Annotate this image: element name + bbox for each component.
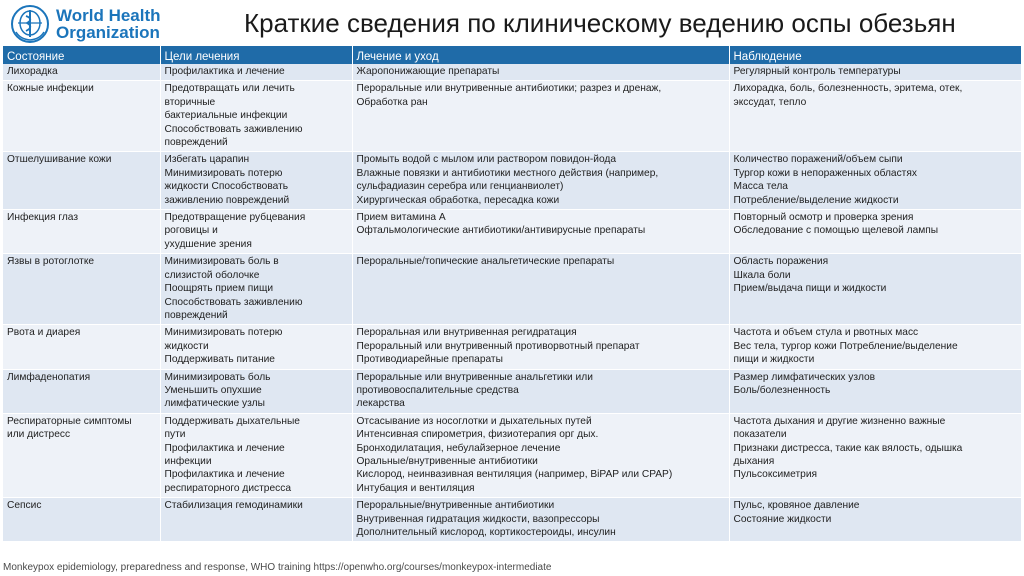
treatment-text-line: Пероральные или внутривенные анальгетики или [356, 371, 593, 383]
monitoring-text-line: Пульс, кровяное давление [733, 500, 860, 512]
treatment-text-line: Промыть водой с мылом или раствором повидон-йода [356, 154, 616, 166]
monitoring-text-line: показатели [733, 429, 787, 441]
header-goals: Цели лечения [160, 46, 352, 64]
goals-text-line: пути [164, 429, 186, 441]
cell-treatment [352, 325, 729, 369]
cell-goals [160, 210, 352, 254]
monitoring-text-line: Вес тела, тургор кожи Потребление/выделение [733, 340, 958, 352]
goals-text-line: Поддерживать дыхательные [164, 415, 300, 427]
goals-text-line: Профилактика и лечение [164, 66, 285, 77]
logo-line-1: World Health [56, 6, 161, 25]
goals-text-line: заживлению повреждений [164, 194, 290, 206]
goals-text-line: Минимизировать потерю [164, 167, 283, 179]
table-row [3, 81, 1021, 152]
goals-text-line: Профилактика и лечение [164, 469, 285, 481]
monitoring-text-line: Размер лимфатических узлов [733, 371, 876, 383]
table-row [3, 325, 1021, 369]
treatment-text-line: Отсасывание из носоглотки и дыхательных путей [356, 415, 592, 427]
header-condition: Состояние [3, 46, 160, 64]
cell-goals [160, 81, 352, 152]
treatment-text-line: Оральные/внутривенные антибиотики [356, 455, 538, 467]
monitoring-text-line: Боль/болезненность [733, 384, 831, 396]
table-header-row [3, 46, 1021, 64]
goals-text-line: Минимизировать потерю [164, 327, 283, 339]
who-logo [10, 3, 220, 45]
treatment-text-line: сульфадиазин серебра или генцианвиолет) [356, 181, 564, 193]
goals-text-line: бактериальные инфекции [164, 110, 288, 122]
goals-text-line: жидкости Способствовать [164, 181, 289, 193]
goals-text-line: Способствовать заживлению [164, 123, 303, 135]
treatment-text-line: Офтальмологические антибиотики/антивирусные препараты [356, 225, 646, 237]
cell-goals [160, 369, 352, 413]
treatment-text-line: Бронходилатация, небулайзерное лечение [356, 442, 561, 454]
goals-text-line: слизистой оболочке [164, 269, 260, 281]
cell-condition [3, 413, 160, 497]
treatment-text-line: Интубация и вентиляция [356, 482, 475, 494]
goals-text-line: Стабилизация гемодинамики [164, 500, 303, 512]
table-row [3, 254, 1021, 325]
who-wordmark [56, 7, 161, 41]
goals-text-line: инфекции [164, 455, 212, 467]
monitoring-text-line: Область поражения [733, 256, 829, 268]
cell-monitoring [729, 152, 1021, 210]
treatment-text-line: Пероральный или внутривенный противорвотный препарат [356, 340, 640, 352]
table-row [3, 498, 1021, 542]
header-monitoring: Наблюдение [729, 46, 1021, 64]
who-emblem-icon [10, 4, 50, 44]
cell-monitoring [729, 369, 1021, 413]
goals-text-line: Минимизировать боль [164, 371, 271, 383]
cell-monitoring [729, 81, 1021, 152]
monitoring-text-line: Обследование с помощью щелевой лампы [733, 225, 939, 237]
condition-text-line: Лихорадка [7, 66, 58, 77]
cell-monitoring [729, 498, 1021, 542]
goals-text-line: жидкости [164, 340, 209, 352]
table-row [3, 152, 1021, 210]
goals-text-line: Избегать царапин [164, 154, 250, 166]
monitoring-text-line: Масса тела [733, 181, 788, 193]
condition-text-line: Респираторные симптомы [7, 415, 132, 427]
cell-condition [3, 81, 160, 152]
cell-monitoring [729, 413, 1021, 497]
cell-condition [3, 210, 160, 254]
goals-text-line: повреждений [164, 309, 228, 321]
goals-text-line: Предотвращение рубцевания [164, 212, 306, 224]
treatment-text-line: Пероральные/топические анальгетические препараты [356, 256, 615, 268]
condition-text-line: Отшелушивание кожи [7, 154, 112, 166]
treatment-text-line: Интенсивная спирометрия, физиотерапия орг дых. [356, 429, 599, 441]
table-row [3, 64, 1021, 81]
treatment-text-line: Обработка ран [356, 96, 428, 108]
treatment-text-line: Влажные повязки и антибиотики местного действия (например, [356, 167, 659, 179]
cell-treatment [352, 498, 729, 542]
table-row [3, 210, 1021, 254]
table-row [3, 413, 1021, 497]
cell-treatment [352, 413, 729, 497]
treatment-text-line: Пероральная или внутривенная регидратация [356, 327, 577, 339]
page-number: 45 [1002, 557, 1015, 569]
footer-source: Monkeypox epidemiology, preparedness and response, WHO training https://openwho.org/courses/monkeypox-intermediate [3, 562, 552, 573]
condition-text-line: Язвы в ротоглотке [7, 256, 95, 268]
cell-goals [160, 64, 352, 81]
goals-text-line: Предотвращать или лечить [164, 83, 295, 95]
goals-text-line: Профилактика и лечение [164, 442, 285, 454]
condition-text-line: Рвота и диарея [7, 327, 81, 339]
treatment-text-line: Кислород, неинвазивная вентиляция (например, BiPAP или CPAP) [356, 469, 673, 481]
table-row [3, 369, 1021, 413]
clinical-management-table [3, 46, 1022, 542]
treatment-text-line: Пероральные или внутривенные антибиотики; разрез и дренаж, [356, 83, 662, 95]
cell-goals [160, 152, 352, 210]
monitoring-text-line: Тургор кожи в непораженных областях [733, 167, 917, 179]
cell-monitoring [729, 210, 1021, 254]
treatment-text-line: Жаропонижающие препараты [356, 66, 500, 77]
treatment-text-line: Внутривенная гидратация жидкости, вазопрессоры [356, 513, 600, 525]
treatment-text-line: противовоспалительные средства [356, 384, 519, 396]
monitoring-text-line: Потребление/выделение жидкости [733, 194, 899, 206]
cell-condition [3, 254, 160, 325]
cell-monitoring [729, 325, 1021, 369]
monitoring-text-line: Регулярный контроль температуры [733, 66, 901, 77]
cell-goals [160, 413, 352, 497]
goals-text-line: повреждений [164, 137, 228, 149]
cell-condition [3, 498, 160, 542]
condition-text-line: Кожные инфекции [7, 83, 94, 95]
header-treatment: Лечение и уход [352, 46, 729, 64]
goals-text-line: Способствовать заживлению [164, 296, 303, 308]
monitoring-text-line: Состояние жидкости [733, 513, 832, 525]
cell-goals [160, 325, 352, 369]
treatment-text-line: Пероральные/внутривенные антибиотики [356, 500, 555, 512]
treatment-text-line: Дополнительный кислород, кортикостероиды, инсулин [356, 527, 616, 538]
cell-treatment [352, 152, 729, 210]
monitoring-text-line: Шкала боли [733, 269, 791, 281]
cell-condition [3, 152, 160, 210]
cell-treatment [352, 369, 729, 413]
logo-line-2: Organization [56, 23, 160, 42]
goals-text-line: Поощрять прием пищи [164, 283, 274, 295]
goals-text-line: лимфатические узлы [164, 398, 265, 410]
condition-text-line: Сепсис [7, 500, 42, 512]
monitoring-text-line: Частота дыхания и другие жизненно важные [733, 415, 946, 427]
goals-text-line: вторичные [164, 96, 216, 108]
cell-condition [3, 64, 160, 81]
cell-treatment [352, 81, 729, 152]
monitoring-text-line: экссудат, тепло [733, 96, 807, 108]
monitoring-text-line: дыхания [733, 455, 775, 467]
treatment-text-line: Хирургическая обработка, пересадка кожи [356, 194, 560, 206]
cell-treatment [352, 254, 729, 325]
cell-treatment [352, 64, 729, 81]
treatment-text-line: Противодиарейные препараты [356, 354, 503, 366]
goals-text-line: респираторного дистресса [164, 482, 291, 494]
cell-goals [160, 498, 352, 542]
monitoring-text-line: Прием/выдача пищи и жидкости [733, 283, 887, 295]
monitoring-text-line: Пульсоксиметрия [733, 469, 818, 481]
goals-text-line: Уменьшить опухшие [164, 384, 262, 396]
cell-goals [160, 254, 352, 325]
cell-monitoring [729, 64, 1021, 81]
condition-text-line: или дистресс [7, 429, 71, 441]
goals-text-line: Поддерживать питание [164, 354, 275, 366]
page-title: Краткие сведения по клиническому ведению оспы обезьян [244, 8, 956, 38]
cell-monitoring [729, 254, 1021, 325]
monitoring-text-line: Количество поражений/объем сыпи [733, 154, 903, 166]
monitoring-text-line: пищи и жидкости [733, 354, 815, 366]
monitoring-text-line: Частота и объем стула и рвотных масс [733, 327, 919, 339]
monitoring-text-line: Признаки дистресса, такие как вялость, одышка [733, 442, 963, 454]
cell-condition [3, 369, 160, 413]
monitoring-text-line: Лихорадка, боль, болезненность, эритема, отек, [733, 83, 963, 95]
goals-text-line: роговицы и [164, 225, 218, 237]
treatment-text-line: лекарства [356, 398, 405, 410]
cell-condition [3, 325, 160, 369]
cell-treatment [352, 210, 729, 254]
goals-text-line: Минимизировать боль в [164, 256, 279, 268]
condition-text-line: Лимфаденопатия [7, 371, 91, 383]
table-body [3, 64, 1021, 542]
goals-text-line: ухудшение зрения [164, 238, 252, 250]
treatment-text-line: Прием витамина А [356, 212, 446, 224]
condition-text-line: Инфекция глаз [7, 212, 78, 224]
monitoring-text-line: Повторный осмотр и проверка зрения [733, 212, 914, 224]
